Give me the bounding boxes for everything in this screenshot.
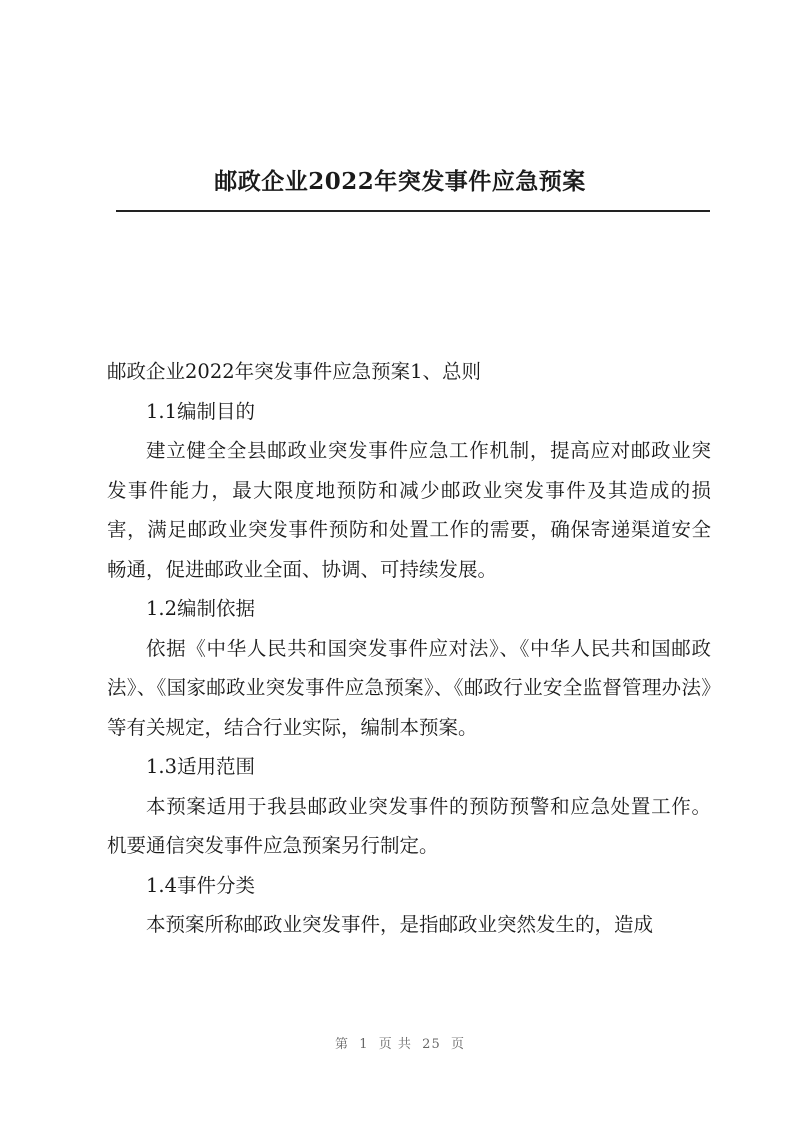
intro-line: 邮政企业2022年突发事件应急预案1、总则	[107, 360, 482, 383]
section-heading-1-1: 1.1编制目的	[146, 399, 256, 423]
document-title: 邮政企业2022年突发事件应急预案	[214, 168, 586, 195]
section-heading-1-3: 1.3适用范围	[146, 755, 256, 778]
section-paragraph-1-4: 本预案所称邮政业突发事件，是指邮政业突然发生的，造成	[146, 913, 654, 936]
section-paragraph-1-3: 本预案适用于我县邮政业突发事件的预防预警和应急处置工作。机要通信突发事件应急预案另行制定。	[107, 794, 711, 857]
page-number-footer: 第 1 页 共 25 页	[334, 1037, 465, 1052]
title-underline	[116, 210, 710, 212]
section-paragraph-1-1: 建立健全全县邮政业突发事件应急工作机制，提高应对邮政业突发事件能力，最大限度地预防和减少邮政业突发事件及其造成的损害，满足邮政业突发事件预防和处置工作的需要，确保寄递渠道安全畅通，促进邮政业全面、协调、可持续发展。	[107, 439, 711, 581]
section-paragraph-1-2: 依据《中华人民共和国突发事件应对法》、《中华人民共和国邮政法》、《国家邮政业突发事件应急预案》、《邮政行业安全监督管理办法》等有关规定，结合行业实际，编制本预案。	[107, 636, 711, 739]
section-heading-1-2: 1.2编制依据	[146, 597, 256, 620]
section-heading-1-4: 1.4事件分类	[146, 873, 256, 897]
document-body	[107, 352, 711, 945]
